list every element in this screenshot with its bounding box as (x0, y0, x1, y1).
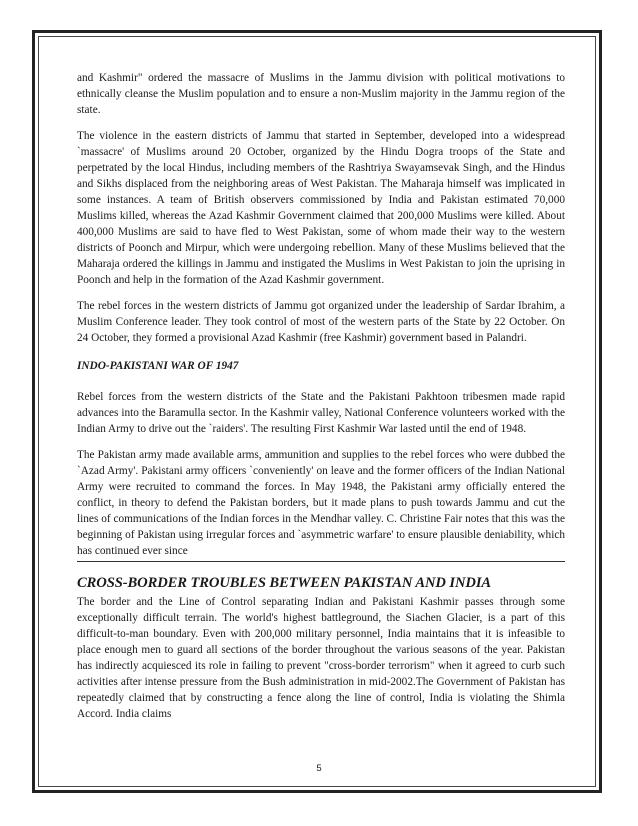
paragraph-baramulla-advance: Rebel forces from the western districts of the State and the Pakistani Pakhtoon tribesmen made rapid advances into the Baramulla sector. In the Kashmir valley, National Conference volunteers worked with the Indian Army to drive out the `raiders'. The resulting First Kashmir War lasted until the end of 1948. (77, 391, 565, 435)
paragraph-massacre-order: and Kashmir" ordered the massacre of Muslims in the Jammu division with political motivations to ethnically cleanse the Muslim population and to ensure a non-Muslim majority in the Jammu region of the state. (77, 72, 565, 116)
paragraph-line-of-control: The border and the Line of Control separating Indian and Pakistani Kashmir passes through some exceptionally difficult terrain. The world's highest battleground, the Siachen Glacier, is a part of this difficult-to-man boundary. Even with 200,000 military personnel, India maintains that it is infeasible to place enough men to guard all sections of the border throughout the various seasons of the year. Pakistan has indirectly acquiesced its role in failing to prevent "cross-border terrorism" when it agreed to curb such activities after intense pressure from the Bush administration in mid-2002.The Government of Pakistan has repeatedly claimed that by constructing a fence along the line of control, India is violating the Shimla Accord. India claims (77, 596, 565, 720)
heading-indo-pakistani-war: INDO-PAKISTANI WAR OF 1947 (77, 360, 239, 372)
paragraph-jammu-violence: The violence in the eastern districts of Jammu that started in September, developed into a widespread `massacre' of Muslims around 20 October, organized by the Hindu Dogra troops of the State and perpetrated by the local Hindus, including members of the Rashtriya Swayamsevak Singh, and the Hindus and Sikhs displaced from the neighboring areas of West Pakistan. The Maharaja himself was implicated in some instances. A team of British observers commissioned by India and Pakistan estimated 70,000 Muslims killed, whereas the Azad Kashmir Government claimed that 200,000 Muslims were killed. About 400,000 Muslims are said to have fled to West Pakistan, some of whom made their way to the western districts of Poonch and Mirpur, which were undergoing rebellion. Many of these Muslims believed that the Maharaja ordered the killings in Jammu and instigated the Muslims in West Pakistan to join the uprising in Poonch and help in the formation of the Azad Kashmir government. (77, 130, 565, 286)
document-body (77, 70, 565, 722)
page-number: 5 (316, 763, 322, 774)
heading-cross-border-troubles: CROSS-BORDER TROUBLES BETWEEN PAKISTAN AND INDIA (77, 575, 492, 591)
paragraph-pakistan-army: The Pakistan army made available arms, ammunition and supplies to the rebel forces who were dubbed the `Azad Army'. Pakistani army officers `conveniently' on leave and the former officers of the Indian National Army were recruited to command the forces. In May 1948, the Pakistani army officially entered the conflict, in theory to defend the Pakistan borders, but it made plans to push towards Jammu and cut the lines of communications of the Indian forces in the Mendhar valley. C. Christine Fair notes that this was the beginning of Pakistan using irregular forces and `asymmetric warfare' to ensure plausible deniability, which has continued ever since (77, 447, 565, 562)
paragraph-rebel-forces: The rebel forces in the western districts of Jammu got organized under the leadership of Sardar Ibrahim, a Muslim Conference leader. They took control of most of the western parts of the State by 22 October. On 24 October, they formed a provisional Azad Kashmir (free Kashmir) government based in Palandri. (77, 300, 565, 344)
